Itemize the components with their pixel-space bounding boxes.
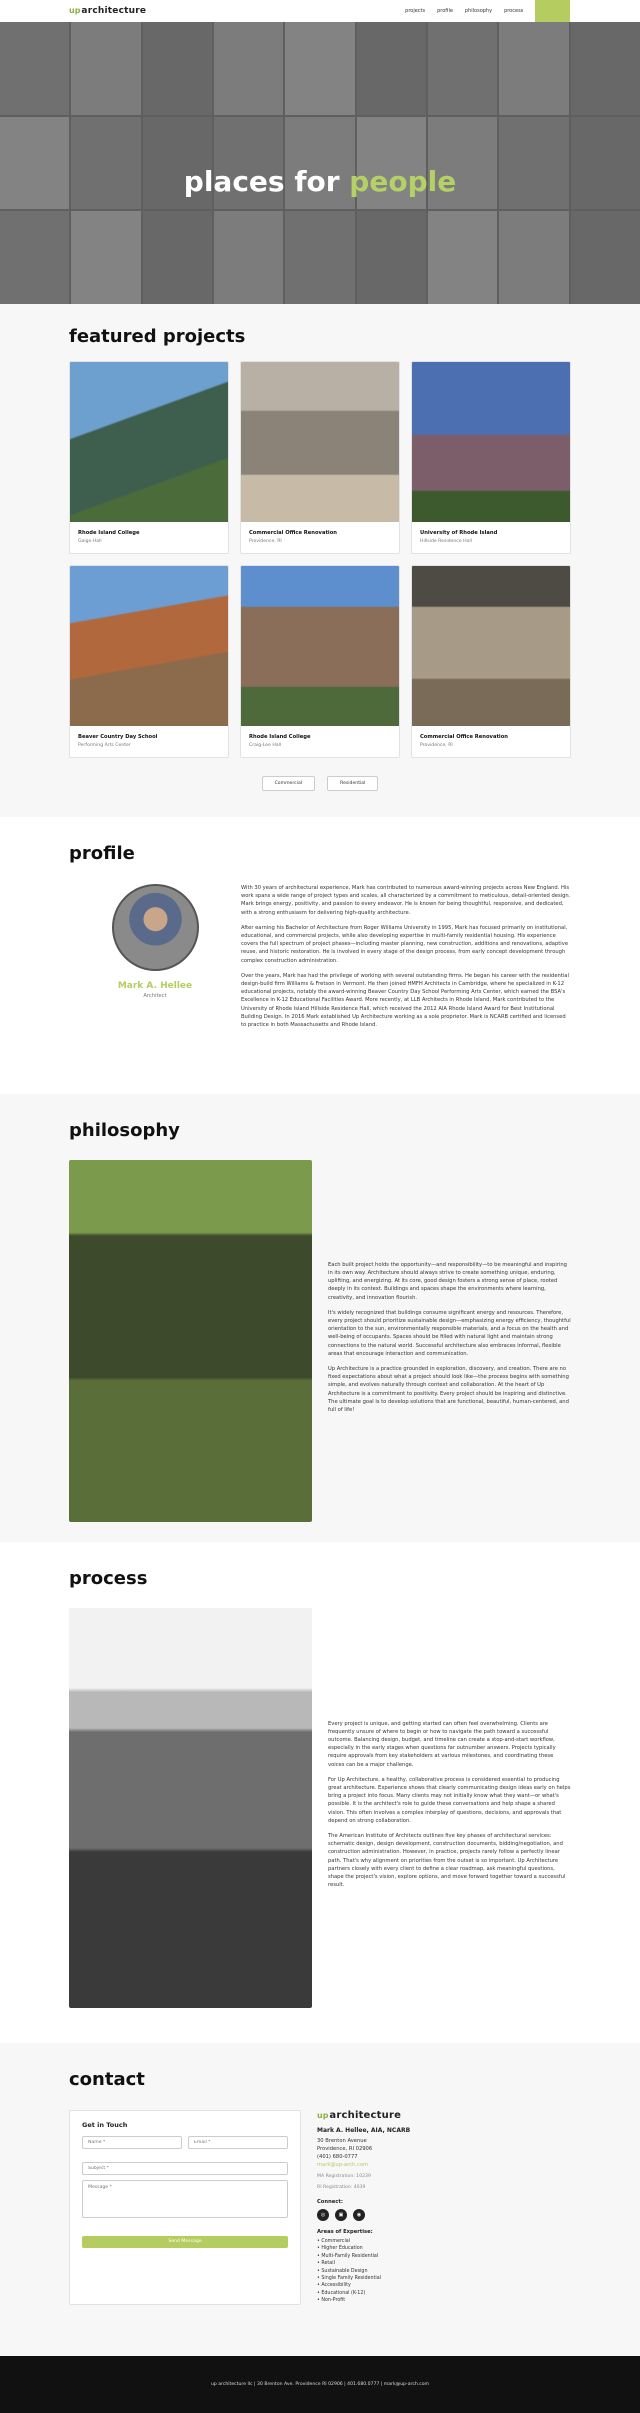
- address-line-1: 30 Brenton Avenue: [317, 2138, 367, 2144]
- philosophy-tree-photo: [69, 1160, 312, 1522]
- process-shoreline-photo: [69, 1608, 312, 2008]
- philosophy-paragraph: Each built project holds the opportunity—and responsibility—to be meaningful and inspiring in its own way. Architecture should always strive to create something unique, enduring, uplifting, and energizing. At its core, good design fosters a strong sense of place, rooted deeply in its context. Buildings and spaces shape the environments where learning, creativity, and innovation flourish.: [328, 1261, 567, 1301]
- project-subtitle: Hillside Residence Hall: [420, 539, 472, 544]
- list-item: • Higher Education: [317, 2246, 363, 2252]
- contact-logo: [317, 2110, 557, 2121]
- philosophy-title: philosophy: [69, 1120, 180, 1141]
- philosophy-paragraph: It's widely recognized that buildings consume significant energy and resources. Therefore, every project should prioritize sustainable design—emphasizing energy efficiency, thoughtful orientation to the sun, environmentally responsible materials, and a focus on the health and well-being of occupants. Spaces should be filled with natural light and maintain strong connections to the natural world. Successful architecture also embraces informal, flexible areas that encourage interaction and communication.: [328, 1309, 571, 1357]
- project-subtitle: Providence, RI: [420, 743, 453, 748]
- phone-link[interactable]: (401) 680-0777: [317, 2154, 358, 2160]
- philosophy-paragraph: Up Architecture is a practice grounded in exploration, discovery, and creation. There are no fixed expectations about what a project should look like—the process begins with something simple, and evolves naturally through context and collaboration. At the heart of Up Architecture is a commitment to positivity. Every project should be inspiring and distinctive. The ultimate goal is to develop solutions that are functional, beautiful, human-centered, and full of life!: [328, 1366, 569, 1414]
- nav-process[interactable]: process: [504, 8, 524, 14]
- list-item: • Sustainable Design: [317, 2268, 368, 2274]
- list-item: • Accessibility: [317, 2283, 351, 2289]
- project-subtitle: Providence, RI: [249, 539, 282, 544]
- nav-profile[interactable]: profile: [437, 8, 453, 14]
- name-field[interactable]: [82, 2136, 182, 2149]
- social-links: [317, 2209, 557, 2221]
- project-title: Beaver Country Day School: [78, 734, 158, 740]
- profile-title: profile: [69, 843, 135, 864]
- project-photo: [241, 566, 399, 726]
- list-item: • Educational (K-12): [317, 2290, 366, 2296]
- profile-role: Architect: [143, 993, 167, 999]
- instagram-icon[interactable]: ◎: [317, 2209, 329, 2221]
- project-photo: [70, 362, 228, 522]
- linkedin-icon[interactable]: ▣: [335, 2209, 347, 2221]
- logo-architecture: architecture: [81, 6, 147, 16]
- ma-registration: MA Registration: 10239: [317, 2174, 371, 2179]
- list-item: • Non-Profit: [317, 2298, 346, 2304]
- project-card[interactable]: [69, 361, 229, 554]
- project-card[interactable]: [240, 565, 400, 758]
- logo-up: up: [317, 2111, 329, 2120]
- contact-info: [317, 2110, 557, 2305]
- contact-title: contact: [69, 2069, 145, 2090]
- project-subtitle: Performing Arts Center: [78, 743, 131, 748]
- list-item: • Multi-Family Residential: [317, 2253, 379, 2259]
- filter-residential-button[interactable]: Residential: [327, 776, 378, 791]
- project-card[interactable]: [411, 361, 571, 554]
- expertise-list: [317, 2238, 557, 2305]
- avatar: [112, 884, 199, 971]
- project-card[interactable]: [240, 361, 400, 554]
- email-field[interactable]: [188, 2136, 288, 2149]
- contact-section: [0, 2043, 640, 2356]
- profile-bio: [241, 884, 571, 1036]
- project-title: Rhode Island College: [78, 530, 140, 536]
- message-field[interactable]: [82, 2180, 288, 2218]
- process-paragraph: Every project is unique, and getting started can often feel overwhelming. Clients are frequently unsure of where to begin or how to navigate the path toward a successful outcome. Balancing design, budget, and timeline can create a stop-and-start workflow, especially in the early stages when questions far outnumber answers. Projects typically require approvals from key stakeholders at various milestones, and coordinating these voices can be a major challenge.: [328, 1720, 556, 1768]
- logo-architecture: architecture: [329, 2110, 402, 2121]
- philosophy-section: [0, 1094, 640, 1542]
- featured-projects-section: [0, 304, 640, 817]
- project-subtitle: Craig-Lee Hall: [249, 743, 282, 748]
- expertise-label: Areas of Expertise:: [317, 2229, 373, 2235]
- hero-title-main: places for: [183, 165, 340, 198]
- project-photo: [412, 362, 570, 522]
- nav-projects[interactable]: projects: [405, 8, 426, 14]
- houzz-icon[interactable]: ◉: [353, 2209, 365, 2221]
- process-title: process: [69, 1568, 148, 1589]
- profile-section: [0, 817, 640, 1094]
- project-cards: [0, 347, 640, 758]
- project-title: Rhode Island College: [249, 734, 311, 740]
- site-footer: [0, 2356, 640, 2413]
- hero-title: [0, 165, 640, 198]
- featured-projects-title: featured projects: [69, 326, 246, 347]
- list-item: • Commercial: [317, 2239, 351, 2244]
- footer-text: up architecture llc | 30 Brenton Ave. Providence RI 02906 | 401.680.0777 | mark@up-arch.com: [210, 2382, 430, 2387]
- email-link[interactable]: mark@up-arch.com: [317, 2162, 369, 2168]
- form-heading: Get in Touch: [82, 2121, 128, 2129]
- project-card[interactable]: [69, 565, 229, 758]
- project-title: Commercial Office Renovation: [249, 530, 337, 536]
- nav-philosophy[interactable]: philosophy: [464, 8, 493, 14]
- ri-registration: RI Registration: 4039: [317, 2185, 366, 2190]
- site-header: [0, 0, 640, 22]
- project-filters: [0, 776, 640, 791]
- hero-title-accent: people: [349, 165, 457, 198]
- address-line-2: Providence, RI 02906: [317, 2146, 373, 2152]
- project-photo: [70, 566, 228, 726]
- filter-commercial-button[interactable]: Commercial: [262, 776, 315, 791]
- hero-banner: [0, 22, 640, 304]
- connect-label: Connect:: [317, 2199, 343, 2205]
- subject-field[interactable]: [82, 2162, 288, 2175]
- process-paragraph: The American Institute of Architects outlines five key phases of architectural services: schematic design, design development, construction documents, bidding/negotiation, and construction administration. However, in practice, projects rarely follow a perfectly linear path. That's why alignment on priorities from the outset is so important. Up Architecture partners closely with every client to define a clear roadmap, ask meaningful questions, shape the project's vision, explore options, and move forward together toward a successful result.: [328, 1833, 566, 1889]
- profile-name: Mark A. Hellee: [117, 981, 193, 991]
- process-paragraph: For Up Architecture, a healthy, collaborative process is considered essential to producing great architecture. Experience shows that clearly communicating design ideas early on helps bring a project into focus. Many clients may not initially know what they want—or what's possible. It is the architect's role to guide these conversations and help shape a shared vision. This often involves a complex interplay of questions, decisions, and approvals that depend on strong collaboration.: [328, 1776, 571, 1824]
- contact-form: [69, 2110, 301, 2305]
- logo-up: up: [69, 6, 81, 15]
- project-title: Commercial Office Renovation: [420, 734, 508, 740]
- profile-paragraph: With 30 years of architectural experience, Mark has contributed to numerous award-winning projects across New England. His work spans a wide range of project types and scales, all characterized by a commitment to meticulous, detail-oriented design. Mark brings energy, positivity, and passion to every endeavor. He is known for being thoughtful, responsive, and dedicated, with a strong enthusiasm for delivering high-quality architecture.: [241, 885, 571, 916]
- site-logo[interactable]: [69, 6, 146, 16]
- profile-paragraph: After earning his Bachelor of Architecture from Roger Williams University in 1995, Mark has focused primarily on institutional, educational, and commercial projects, while also developing expertise in multi-family residential housing. His experience covers the full spectrum of project phases—including master planning, new construction, additions and renovations, adaptive reuse, and historic restoration. He is involved in every stage of the design process, from early concept development through complex construction administration.: [241, 924, 569, 964]
- send-message-button[interactable]: Send Message: [82, 2236, 288, 2248]
- contact-name: Mark A. Hellee, AIA, NCARB: [317, 2127, 411, 2134]
- project-title: University of Rhode Island: [420, 530, 498, 536]
- process-section: [0, 1542, 640, 2043]
- project-subtitle: Gaige Hall: [78, 539, 102, 544]
- project-photo: [241, 362, 399, 522]
- list-item: • Retail: [317, 2261, 335, 2267]
- profile-paragraph: Over the years, Mark has had the privilege of working with several outstanding firms. He began his career with the residential design-build firm Williams & Fretson in Vermont. He then joined HMFH Architects in Cambridge, where he specialized in K-12 educational projects, notably the award-winning Beaver Country Day School Performing Arts Center, which earned the BSA's Excellence in K-12 Educational Facilities Award. More recently, at LLB Architects in Rhode Island, Mark contributed to the University of Rhode Island Hillside Residence Hall, which received the 2012 AIA Rhode Island Award for Best Institutional Building Design. In 2016 Mark established Up Architecture working as a sole proprietor. Mark is NCARB certified and licensed to practice in both Massachusetts and Rhode Island.: [241, 972, 569, 1029]
- project-photo: [412, 566, 570, 726]
- project-card[interactable]: [411, 565, 571, 758]
- list-item: • Single Family Residential: [317, 2276, 382, 2282]
